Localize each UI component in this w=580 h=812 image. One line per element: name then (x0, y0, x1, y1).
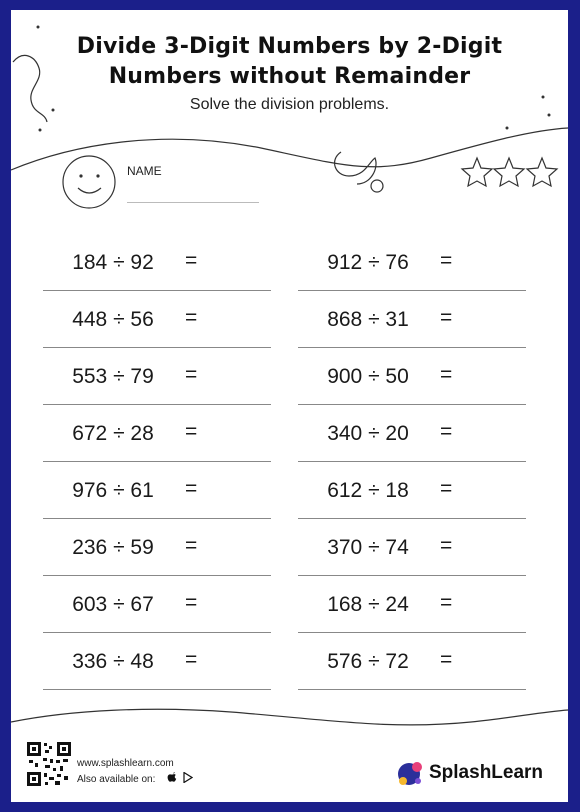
answer-line[interactable] (43, 518, 271, 519)
name-field[interactable] (127, 202, 259, 203)
curl-decoration (335, 152, 376, 184)
problem-row (43, 463, 271, 519)
name-label: NAME (127, 164, 162, 178)
equals-sign: = (440, 648, 453, 671)
sparkle-dot (39, 129, 42, 132)
sparkle-dot (37, 26, 40, 29)
problem-expression: 448 ÷ 56 (72, 308, 154, 331)
answer-line[interactable] (43, 461, 271, 462)
equals-sign: = (440, 534, 453, 557)
equals-sign: = (185, 249, 198, 272)
play-store-icon[interactable] (183, 772, 193, 783)
equals-sign: = (185, 648, 198, 671)
worksheet-page (11, 10, 568, 802)
problem-expression: 553 ÷ 79 (72, 365, 154, 388)
problem-expression: 184 ÷ 92 (72, 251, 154, 274)
smiley-face-icon (63, 156, 115, 208)
answer-line[interactable] (298, 290, 526, 291)
splashlearn-logo-icon (396, 759, 426, 789)
answer-line[interactable] (298, 404, 526, 405)
equals-sign: = (185, 591, 198, 614)
star-icon (494, 158, 524, 186)
equals-sign: = (185, 534, 198, 557)
title-line-1: Divide 3-Digit Numbers by 2-Digit (76, 34, 503, 59)
available-on-label: Also available on: (77, 774, 156, 785)
small-circle-decoration (371, 180, 383, 192)
answer-line[interactable] (43, 290, 271, 291)
bottom-wave-line (11, 709, 568, 725)
equals-sign: = (185, 306, 198, 329)
problem-row (43, 520, 271, 576)
equals-sign: = (440, 363, 453, 386)
equals-sign: = (440, 420, 453, 443)
equals-sign: = (440, 591, 453, 614)
website-link[interactable]: www.splashlearn.com (77, 758, 174, 769)
apple-icon[interactable] (167, 772, 177, 783)
problem-expression: 236 ÷ 59 (72, 536, 154, 559)
title-line-2: Numbers without Remainder (108, 64, 471, 89)
problem-row (298, 235, 526, 291)
problem-expression: 912 ÷ 76 (327, 251, 409, 274)
problem-expression: 576 ÷ 72 (327, 650, 409, 673)
qr-code-icon[interactable] (27, 742, 71, 786)
problem-row (43, 292, 271, 348)
equals-sign: = (440, 249, 453, 272)
problem-expression: 868 ÷ 31 (327, 308, 409, 331)
equals-sign: = (440, 477, 453, 500)
equals-sign: = (440, 306, 453, 329)
answer-line[interactable] (298, 632, 526, 633)
equals-sign: = (185, 420, 198, 443)
answer-line[interactable] (298, 575, 526, 576)
answer-line[interactable] (298, 689, 526, 690)
problem-expression: 900 ÷ 50 (327, 365, 409, 388)
sparkle-dot (506, 127, 509, 130)
problem-row (298, 292, 526, 348)
problem-row (43, 235, 271, 291)
star-icon (527, 158, 557, 186)
equals-sign: = (185, 363, 198, 386)
problem-expression: 340 ÷ 20 (327, 422, 409, 445)
problem-expression: 336 ÷ 48 (72, 650, 154, 673)
problem-expression: 612 ÷ 18 (327, 479, 409, 502)
answer-line[interactable] (298, 347, 526, 348)
star-icon (462, 158, 492, 186)
problem-row (43, 349, 271, 405)
answer-line[interactable] (43, 404, 271, 405)
store-icons (167, 772, 193, 786)
problem-row (43, 577, 271, 633)
problem-row (298, 406, 526, 462)
problem-row (298, 634, 526, 690)
answer-line[interactable] (43, 347, 271, 348)
problem-expression: 370 ÷ 74 (327, 536, 409, 559)
answer-line[interactable] (43, 632, 271, 633)
worksheet-title (11, 32, 568, 92)
problem-row (298, 577, 526, 633)
problem-row (298, 349, 526, 405)
problem-expression: 976 ÷ 61 (72, 479, 154, 502)
problem-row (43, 634, 271, 690)
problem-expression: 603 ÷ 67 (72, 593, 154, 616)
answer-line[interactable] (43, 689, 271, 690)
problem-row (298, 520, 526, 576)
answer-line[interactable] (43, 575, 271, 576)
equals-sign: = (185, 477, 198, 500)
brand-name: SplashLearn (429, 762, 544, 783)
instructions: Solve the division problems. (189, 96, 390, 113)
answer-line[interactable] (298, 518, 526, 519)
problem-expression: 672 ÷ 28 (72, 422, 154, 445)
problem-row (43, 406, 271, 462)
answer-line[interactable] (298, 461, 526, 462)
wave-line (11, 128, 568, 170)
problem-row (298, 463, 526, 519)
problem-expression: 168 ÷ 24 (327, 593, 409, 616)
